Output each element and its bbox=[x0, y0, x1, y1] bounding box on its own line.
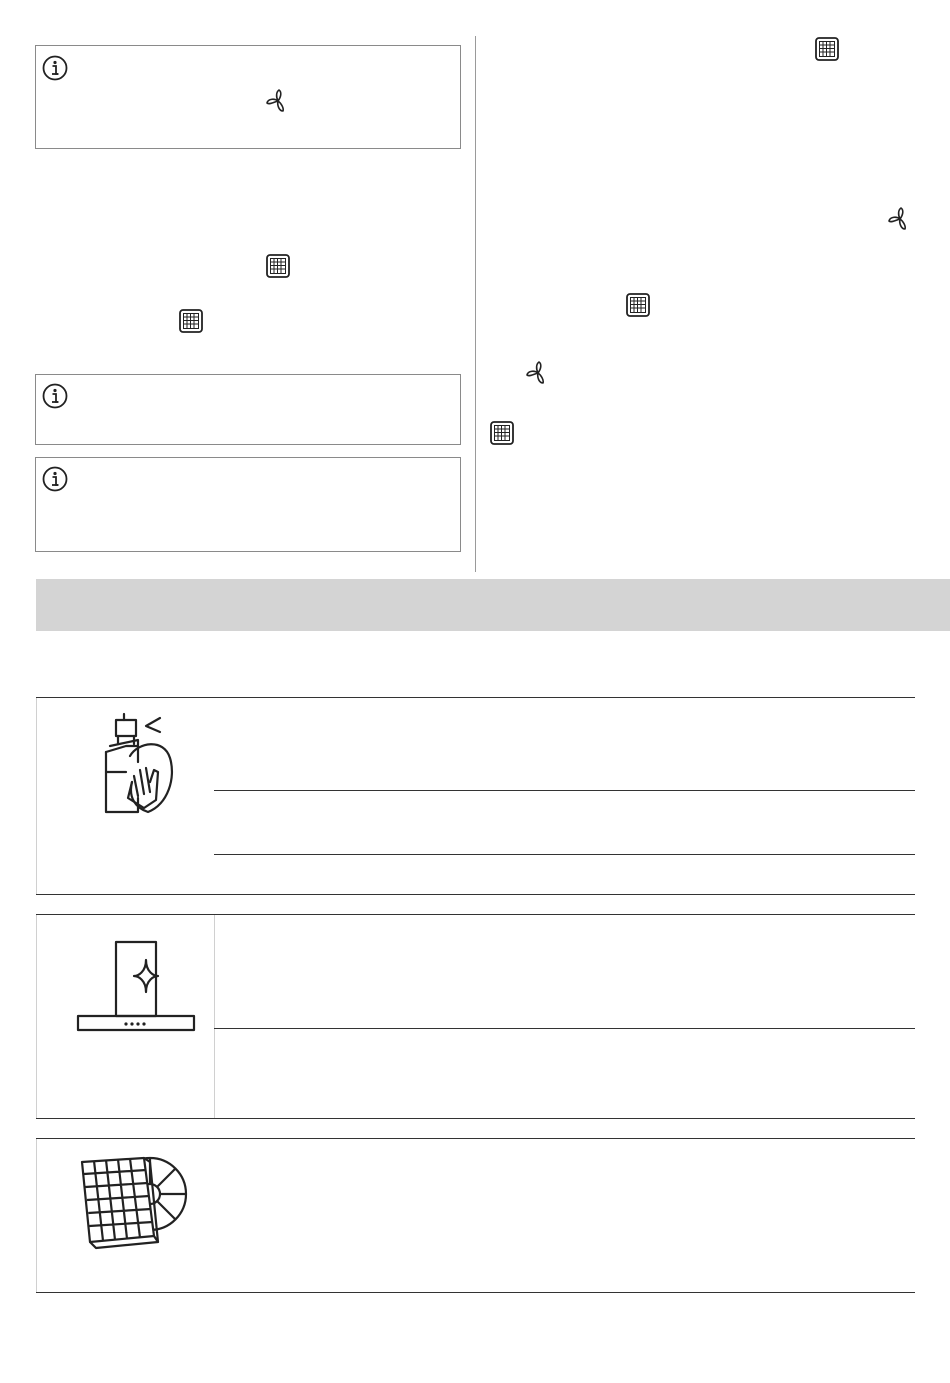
table-rule bbox=[36, 894, 915, 895]
fan-icon bbox=[265, 88, 291, 114]
cooker-hood-icon bbox=[76, 940, 196, 1034]
fan-icon bbox=[887, 206, 913, 232]
grease-filter-icon bbox=[179, 309, 203, 333]
info-circle-icon bbox=[42, 466, 68, 492]
table-rule bbox=[36, 1138, 915, 1139]
table-column-rule bbox=[36, 1139, 37, 1292]
table-rule bbox=[36, 1118, 915, 1119]
info-circle-icon bbox=[42, 383, 68, 409]
spray-cleaning-icon bbox=[98, 712, 178, 818]
info-note-1 bbox=[35, 45, 461, 149]
fan-icon bbox=[525, 360, 551, 386]
info-circle-icon bbox=[42, 55, 68, 81]
section-heading-band bbox=[36, 579, 950, 631]
column-divider bbox=[475, 36, 476, 572]
table-column-rule bbox=[214, 915, 215, 1118]
table-column-rule bbox=[36, 915, 37, 1118]
table-rule bbox=[214, 1028, 915, 1029]
grease-filter-icon bbox=[490, 421, 514, 445]
info-note-3 bbox=[35, 457, 461, 552]
filter-mesh-icon bbox=[80, 1150, 190, 1250]
table-rule bbox=[36, 697, 915, 698]
table-column-rule bbox=[36, 698, 37, 894]
table-rule bbox=[36, 1292, 915, 1293]
info-note-2 bbox=[35, 374, 461, 445]
table-rule bbox=[36, 914, 915, 915]
table-rule bbox=[214, 790, 915, 791]
grease-filter-icon bbox=[815, 37, 839, 61]
grease-filter-icon bbox=[266, 254, 290, 278]
grease-filter-icon bbox=[626, 293, 650, 317]
table-rule bbox=[214, 854, 915, 855]
